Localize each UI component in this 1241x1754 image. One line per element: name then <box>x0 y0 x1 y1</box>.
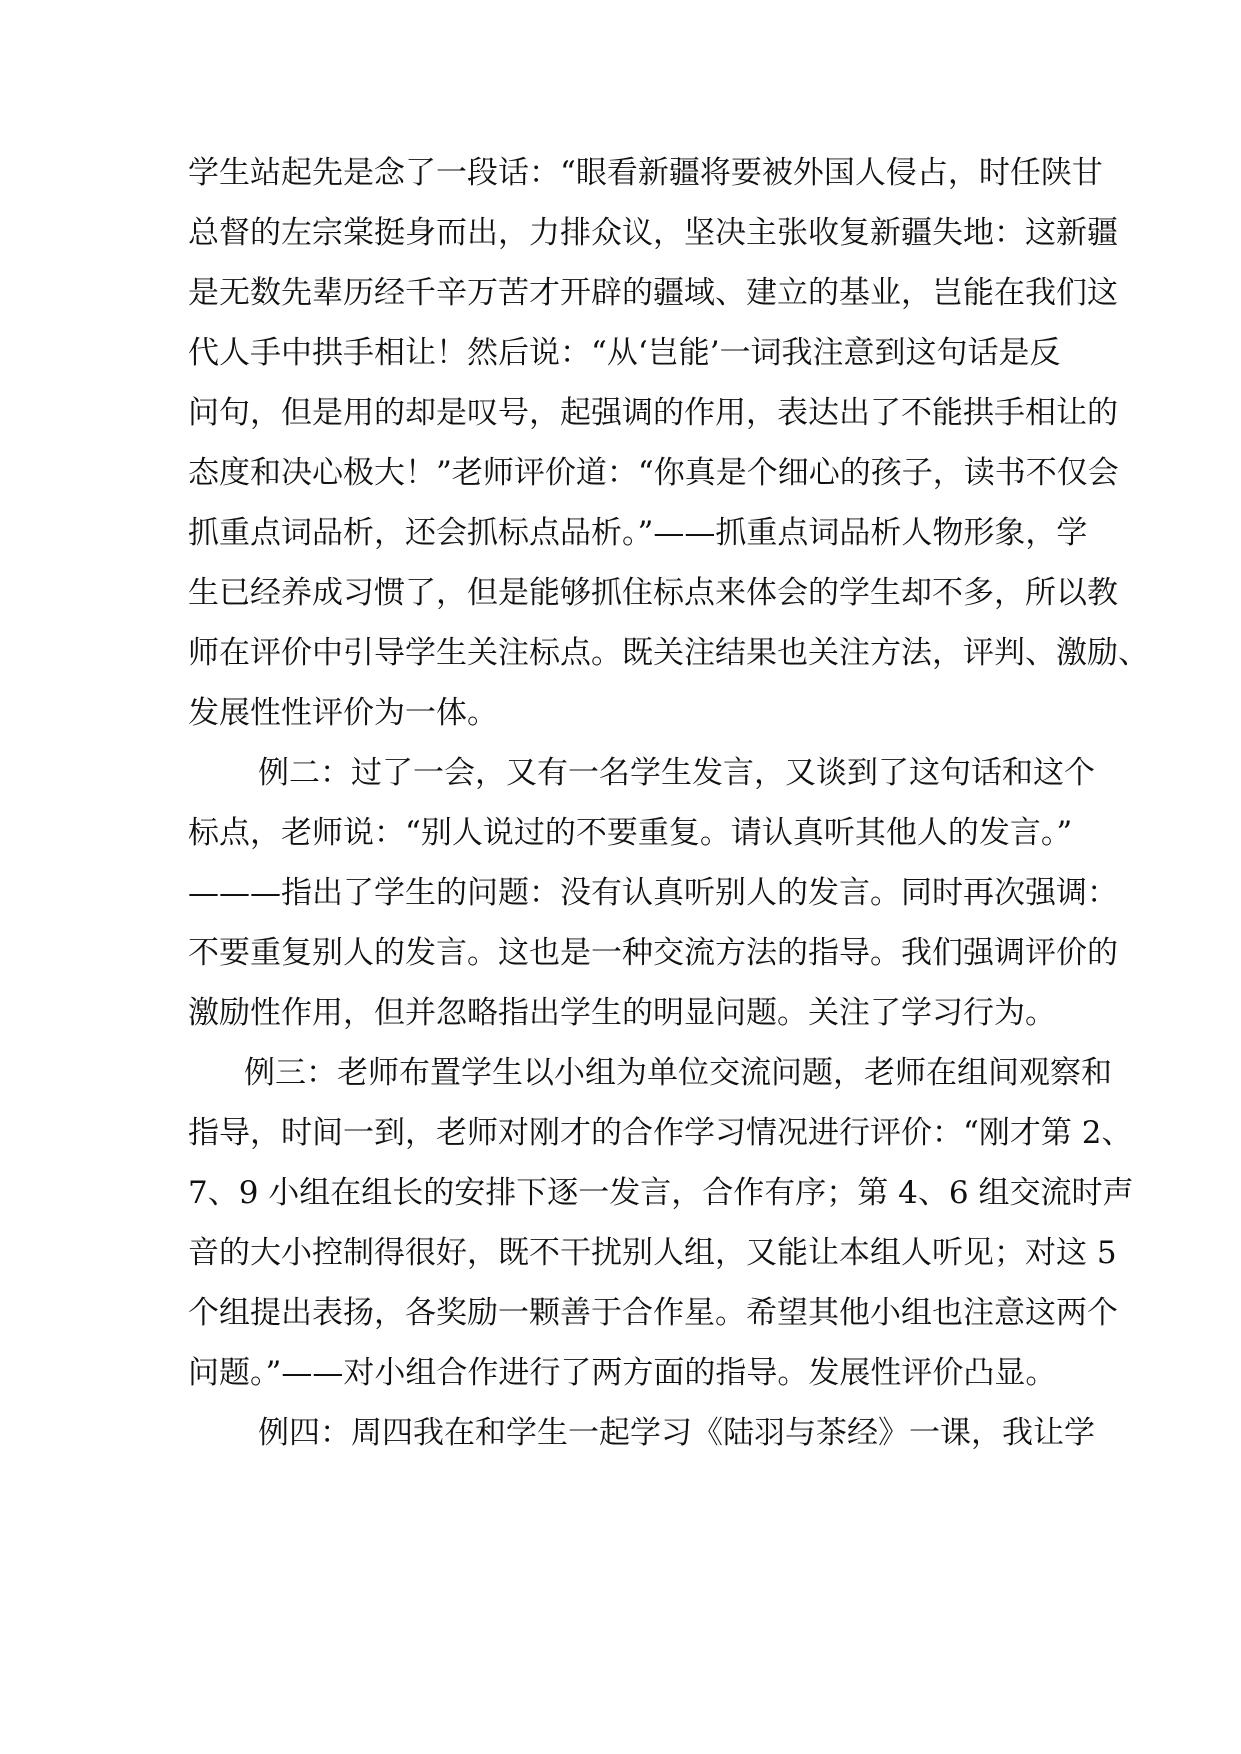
text-line: 学生站起先是念了一段话：“眼看新疆将要被外国人侵占，时任陕甘 <box>188 155 1103 191</box>
paragraph-start-line: 例四：周四我在和学生一起学习《陆羽与茶经》一课，我让学 <box>258 1415 1095 1451</box>
text-line: 个组提出表扬，各奖励一颗善于合作星。希望其他小组也注意这两个 <box>188 1295 1118 1331</box>
text-line: 生已经养成习惯了，但是能够抓住标点来体会的学生却不多，所以教 <box>188 575 1118 611</box>
text-line: 音的大小控制得很好，既不干扰别人组，又能让本组人听见；对这 5 <box>188 1235 1117 1271</box>
text-line: 态度和决心极大！”老师评价道：“你真是个细心的孩子，读书不仅会 <box>188 455 1119 491</box>
paragraph-end-line: 激励性作用，但并忽略指出学生的明显问题。关注了学习行为。 <box>188 995 1056 1031</box>
text-line: 不要重复别人的发言。这也是一种交流方法的指导。我们强调评价的 <box>188 935 1118 971</box>
paragraph-start-line: 例二：过了一会，又有一名学生发言，又谈到了这句话和这个 <box>258 755 1095 791</box>
paragraph-end-line: 问题。”——对小组合作进行了两方面的指导。发展性评价凸显。 <box>188 1355 1057 1391</box>
text-line: 是无数先辈历经千辛万苦才开辟的疆域、建立的基业，岂能在我们这 <box>188 275 1118 311</box>
paragraph-end-line: 发展性性评价为一体。 <box>188 695 498 731</box>
text-line: 师在评价中引导学生关注标点。既关注结果也关注方法，评判、激励、 <box>188 635 1149 671</box>
text-line: 指导，时间一到，老师对刚才的合作学习情况进行评价：“刚才第 2、 <box>188 1115 1133 1151</box>
text-line: 标点，老师说：“别人说过的不要重复。请认真听其他人的发言。” <box>188 815 1073 851</box>
text-line: ———指出了学生的问题：没有认真听别人的发言。同时再次强调： <box>188 875 1118 911</box>
text-line: 代人手中拱手相让！然后说：“从‘岂能’一词我注意到这句话是反 <box>188 335 1061 371</box>
paragraph-start-line: 例三：老师布置学生以小组为单位交流问题，老师在组间观察和 <box>244 1055 1112 1091</box>
text-line: 总督的左宗棠挺身而出，力排众议，坚决主张收复新疆失地：这新疆 <box>188 215 1118 251</box>
text-line: 7、9 小组在组长的安排下逐一发言，合作有序；第 4、6 组交流时声 <box>188 1175 1134 1211</box>
text-line: 抓重点词品析，还会抓标点品析。”——抓重点词品析人物形象，学 <box>188 515 1088 551</box>
text-line: 问句，但是用的却是叹号，起强调的作用，表达出了不能拱手相让的 <box>188 395 1118 431</box>
